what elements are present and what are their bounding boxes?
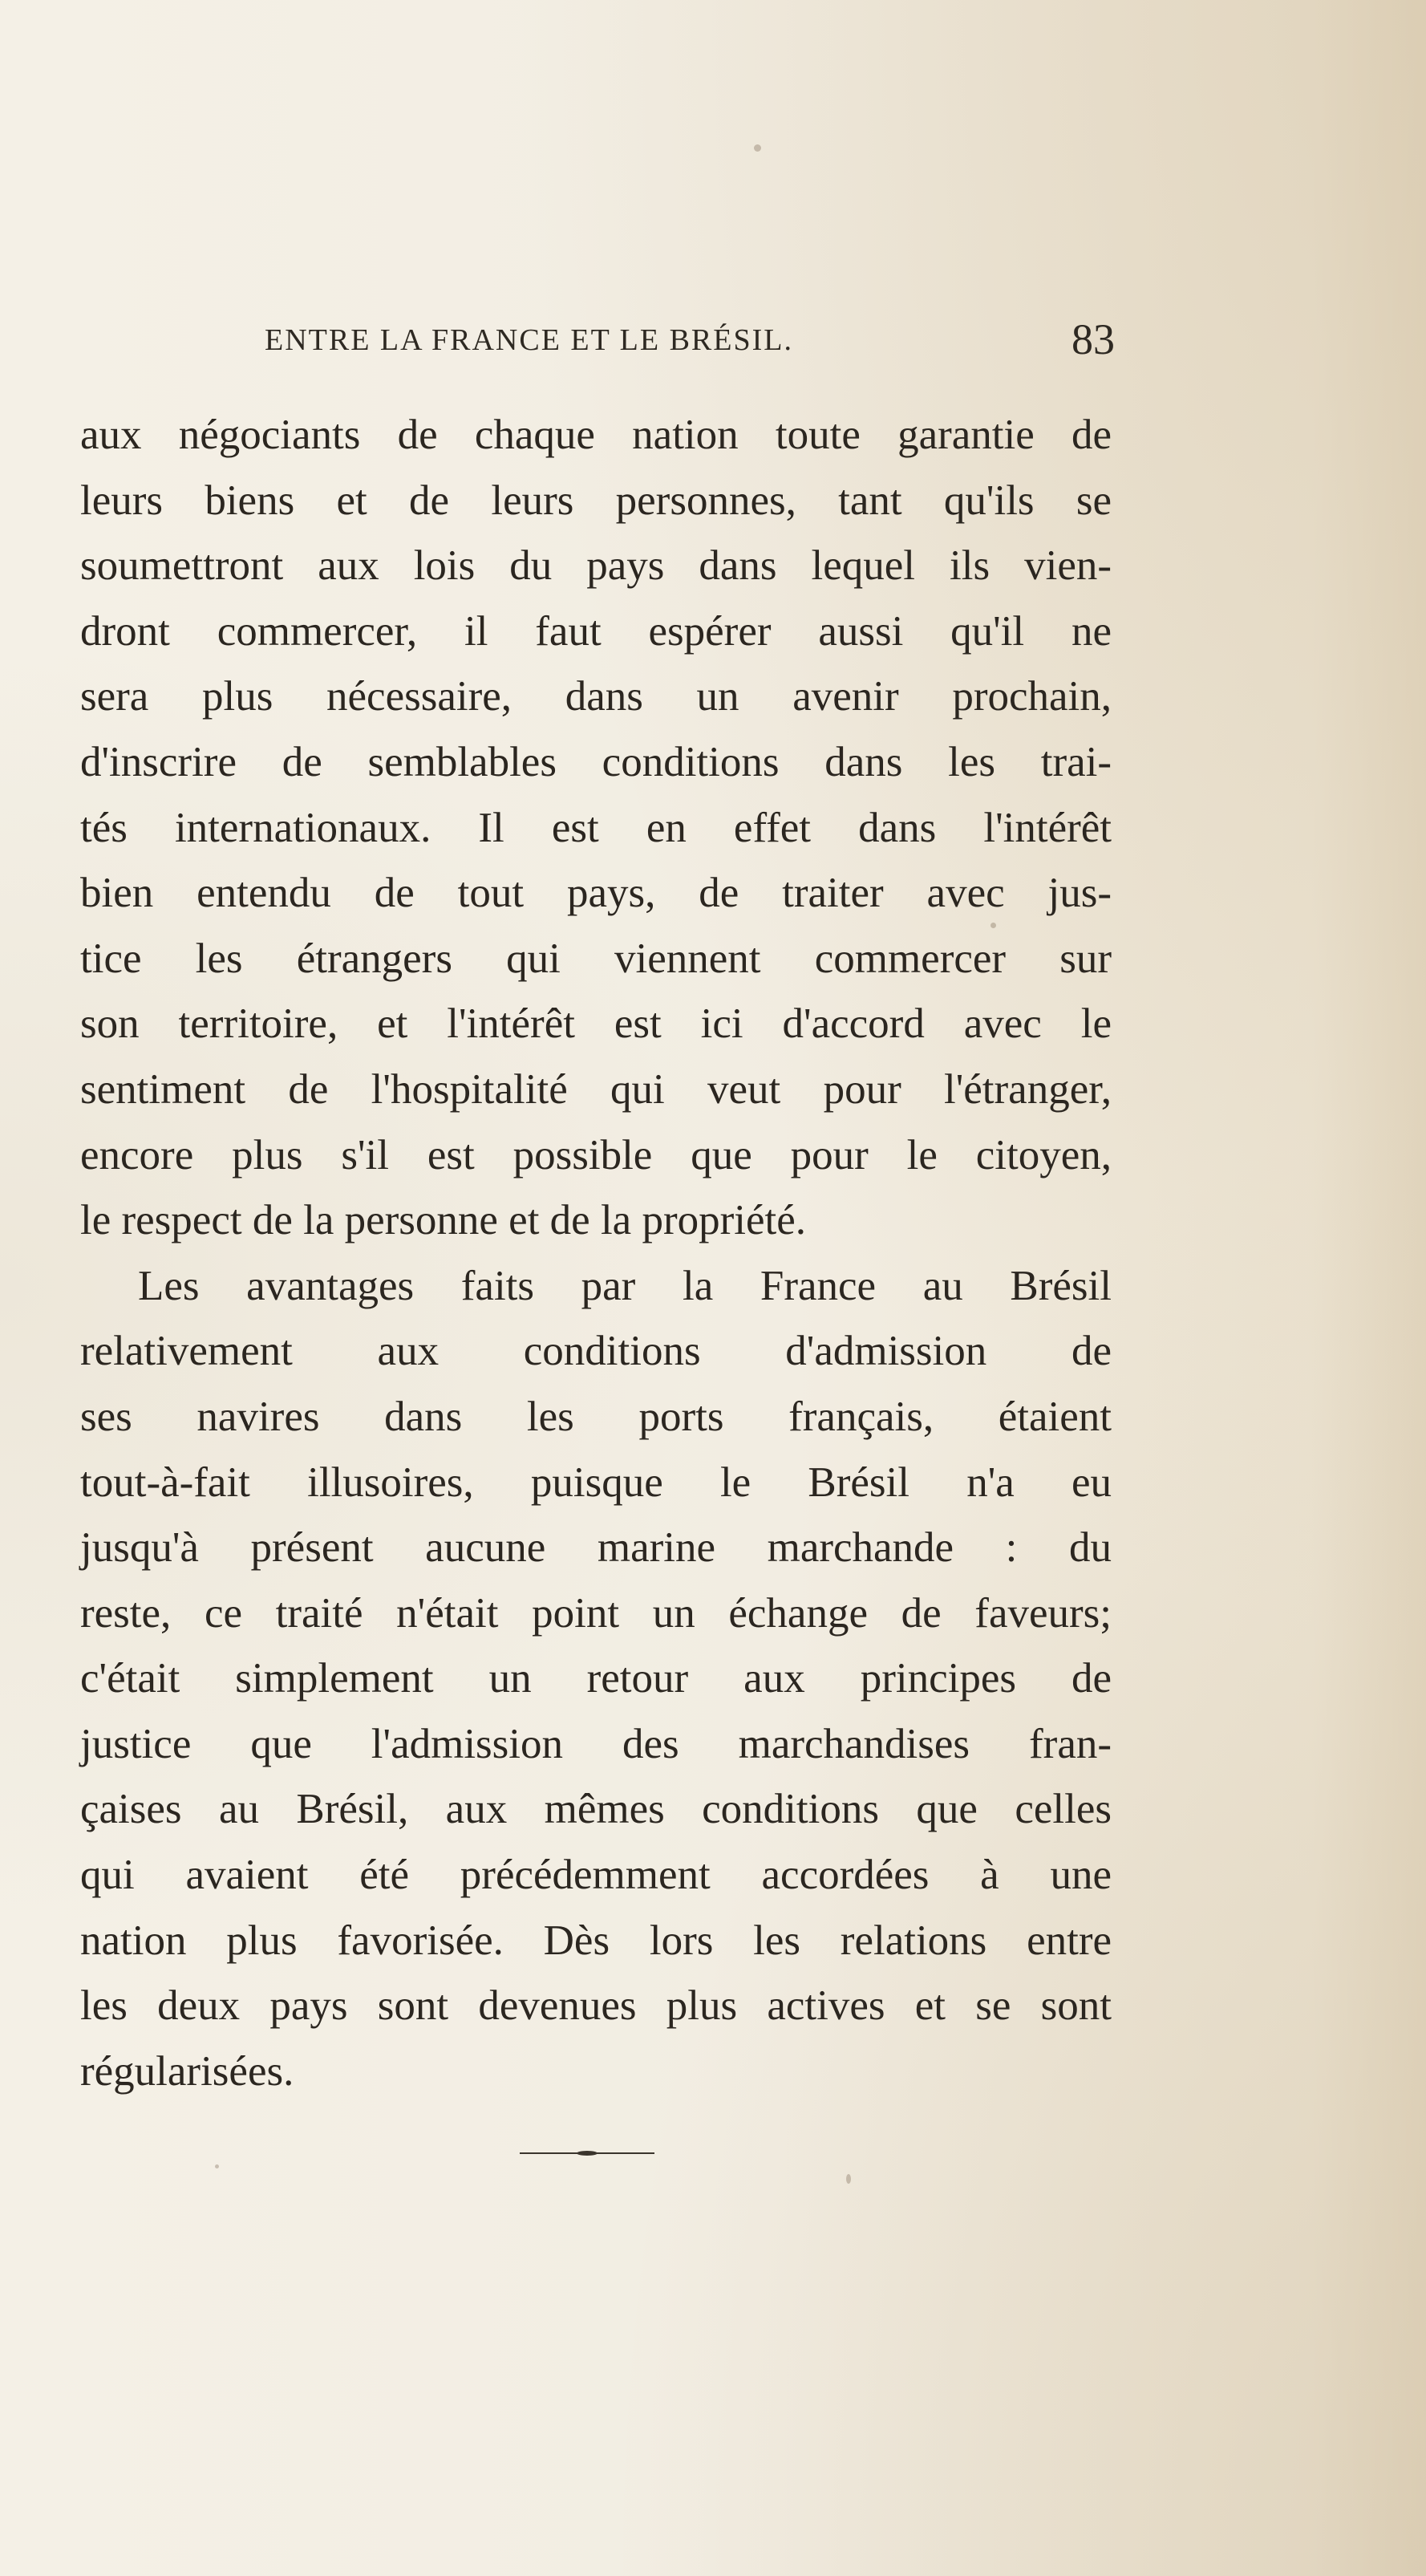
paper-speck [991, 923, 996, 928]
text-line: sentiment de l'hospitalité qui veut pour l'étranger, [80, 1065, 1112, 1113]
paragraph-end-line: régularisées. [80, 2047, 294, 2095]
text-line: ses navires dans les ports français, étaient [80, 1393, 1112, 1440]
text-line: aux négociants de chaque nation toute garantie de [80, 412, 1112, 458]
text-line: tés internationaux. Il est en effet dans l'intérêt [80, 804, 1112, 851]
text-line: bien entendu de tout pays, de traiter avec jus- [80, 870, 1112, 917]
text-line: son territoire, et l'intérêt est ici d'accord avec le [80, 1000, 1112, 1048]
text-line: les deux pays sont devenues plus actives et se sont [80, 1982, 1112, 2030]
rule-ornament [577, 2151, 598, 2156]
paper-speck [846, 2174, 851, 2184]
text-line: c'était simplement un retour aux principes de [80, 1655, 1112, 1702]
text-line: nation plus favorisée. Dès lors les relations entre [80, 1917, 1112, 1964]
text-line: reste, ce traité n'était point un échange de faveurs; [80, 1589, 1112, 1637]
text-line: tice les étrangers qui viennent commercer sur [80, 935, 1112, 982]
text-line: soumettront aux lois du pays dans lequel ils vien- [80, 542, 1112, 590]
text-line: jusqu'à présent aucune marine marchande : du [80, 1524, 1112, 1572]
page-header [265, 314, 1115, 371]
text-line: justice que l'admission des marchandises fran- [80, 1720, 1112, 1767]
text-line: tout-à-fait illusoires, puisque le Brésil n'a eu [80, 1458, 1112, 1506]
section-end-rule [520, 2148, 654, 2158]
text-line: relativement aux conditions d'admission de [80, 1328, 1112, 1375]
page-number: 83 [1072, 315, 1115, 363]
text-line: leurs biens et de leurs personnes, tant qu'ils se [80, 477, 1112, 524]
text-line: çaises au Brésil, aux mêmes conditions que celles [80, 1786, 1112, 1833]
text-line: dront commercer, il faut espérer aussi qu'il ne [80, 607, 1112, 655]
paragraph-end-line: le respect de la personne et de la propriété. [80, 1197, 806, 1244]
body-text [80, 403, 1112, 2104]
paragraph-start-line: Les avantages faits par la France au Brésil [138, 1262, 1112, 1309]
text-line: sera plus nécessaire, dans un avenir prochain, [80, 673, 1112, 720]
text-line: encore plus s'il est possible que pour le citoyen, [80, 1131, 1112, 1178]
text-line: d'inscrire de semblables conditions dans les trai- [80, 738, 1112, 785]
paper-speck [215, 2164, 219, 2168]
paper-speck [754, 144, 761, 152]
text-line: qui avaient été précédemment accordées à une [80, 1852, 1112, 1899]
running-title: ENTRE LA FRANCE ET LE BRÉSIL. [265, 323, 793, 357]
